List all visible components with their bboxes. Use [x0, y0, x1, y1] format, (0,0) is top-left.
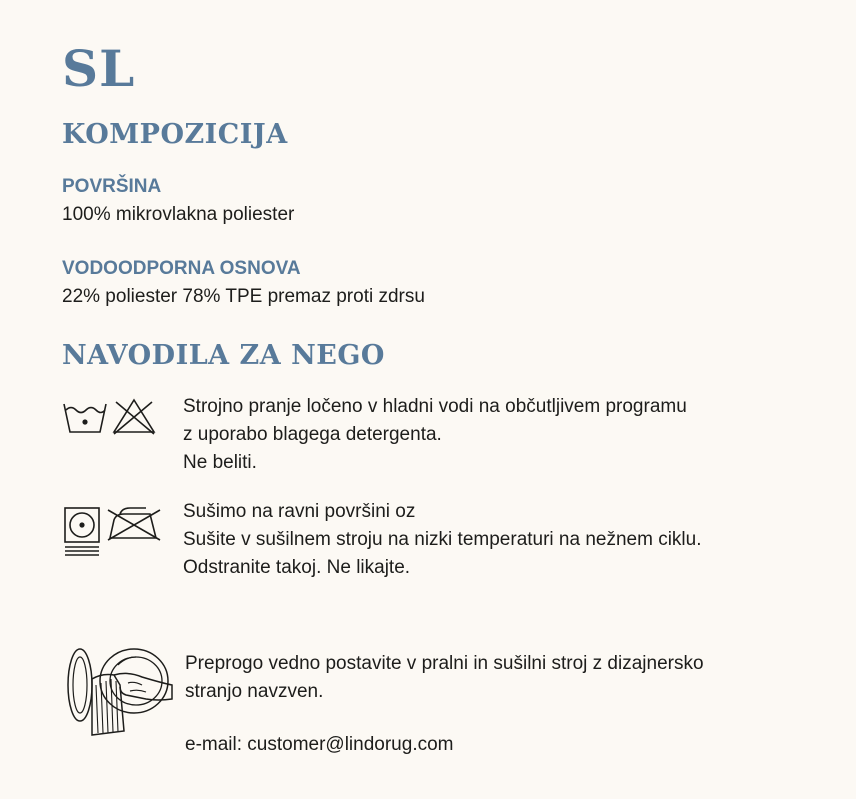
- care-heading: NAVODILA ZA NEGO: [62, 340, 385, 371]
- surface-label: POVRŠINA: [62, 176, 162, 197]
- wash-cold-icon: [62, 398, 108, 434]
- washing-line-2: z uporabo blagega detergenta.: [183, 424, 442, 445]
- drying-line-1: Sušimo na ravni površini oz: [183, 501, 416, 522]
- contact-email: e-mail: customer@lindorug.com: [185, 734, 454, 755]
- washing-instructions: [183, 393, 687, 477]
- machine-line-1: Preprogo vedno postavite v pralni in sušilni stroj z dizajnersko: [185, 653, 704, 674]
- composition-heading: KOMPOZICIJA: [62, 119, 288, 150]
- machine-line-2: stranjo navzven.: [185, 681, 324, 702]
- base-label: VODOODPORNA OSNOVA: [62, 258, 301, 279]
- no-bleach-icon: [110, 396, 158, 436]
- drying-line-3: Odstranite takoj. Ne likajte.: [183, 557, 411, 578]
- base-value: 22% poliester 78% TPE premaz proti zdrsu: [62, 286, 425, 307]
- surface-value: 100% mikrovlakna poliester: [62, 204, 295, 225]
- washing-line-1: Strojno pranje ločeno v hladni vodi na občutljivem programu: [183, 396, 687, 417]
- language-code: SL: [62, 39, 136, 98]
- drying-line-2: Sušite v sušilnem stroju na nizki temperaturi na nežnem ciklu.: [183, 529, 702, 550]
- drying-instructions: [183, 498, 702, 582]
- machine-instructions: [185, 650, 704, 706]
- tumble-dry-low-flat-icon: [62, 506, 104, 556]
- no-iron-icon: [106, 506, 162, 542]
- washing-line-3: Ne beliti.: [183, 452, 257, 473]
- washing-machine-hand-icon: [62, 645, 174, 737]
